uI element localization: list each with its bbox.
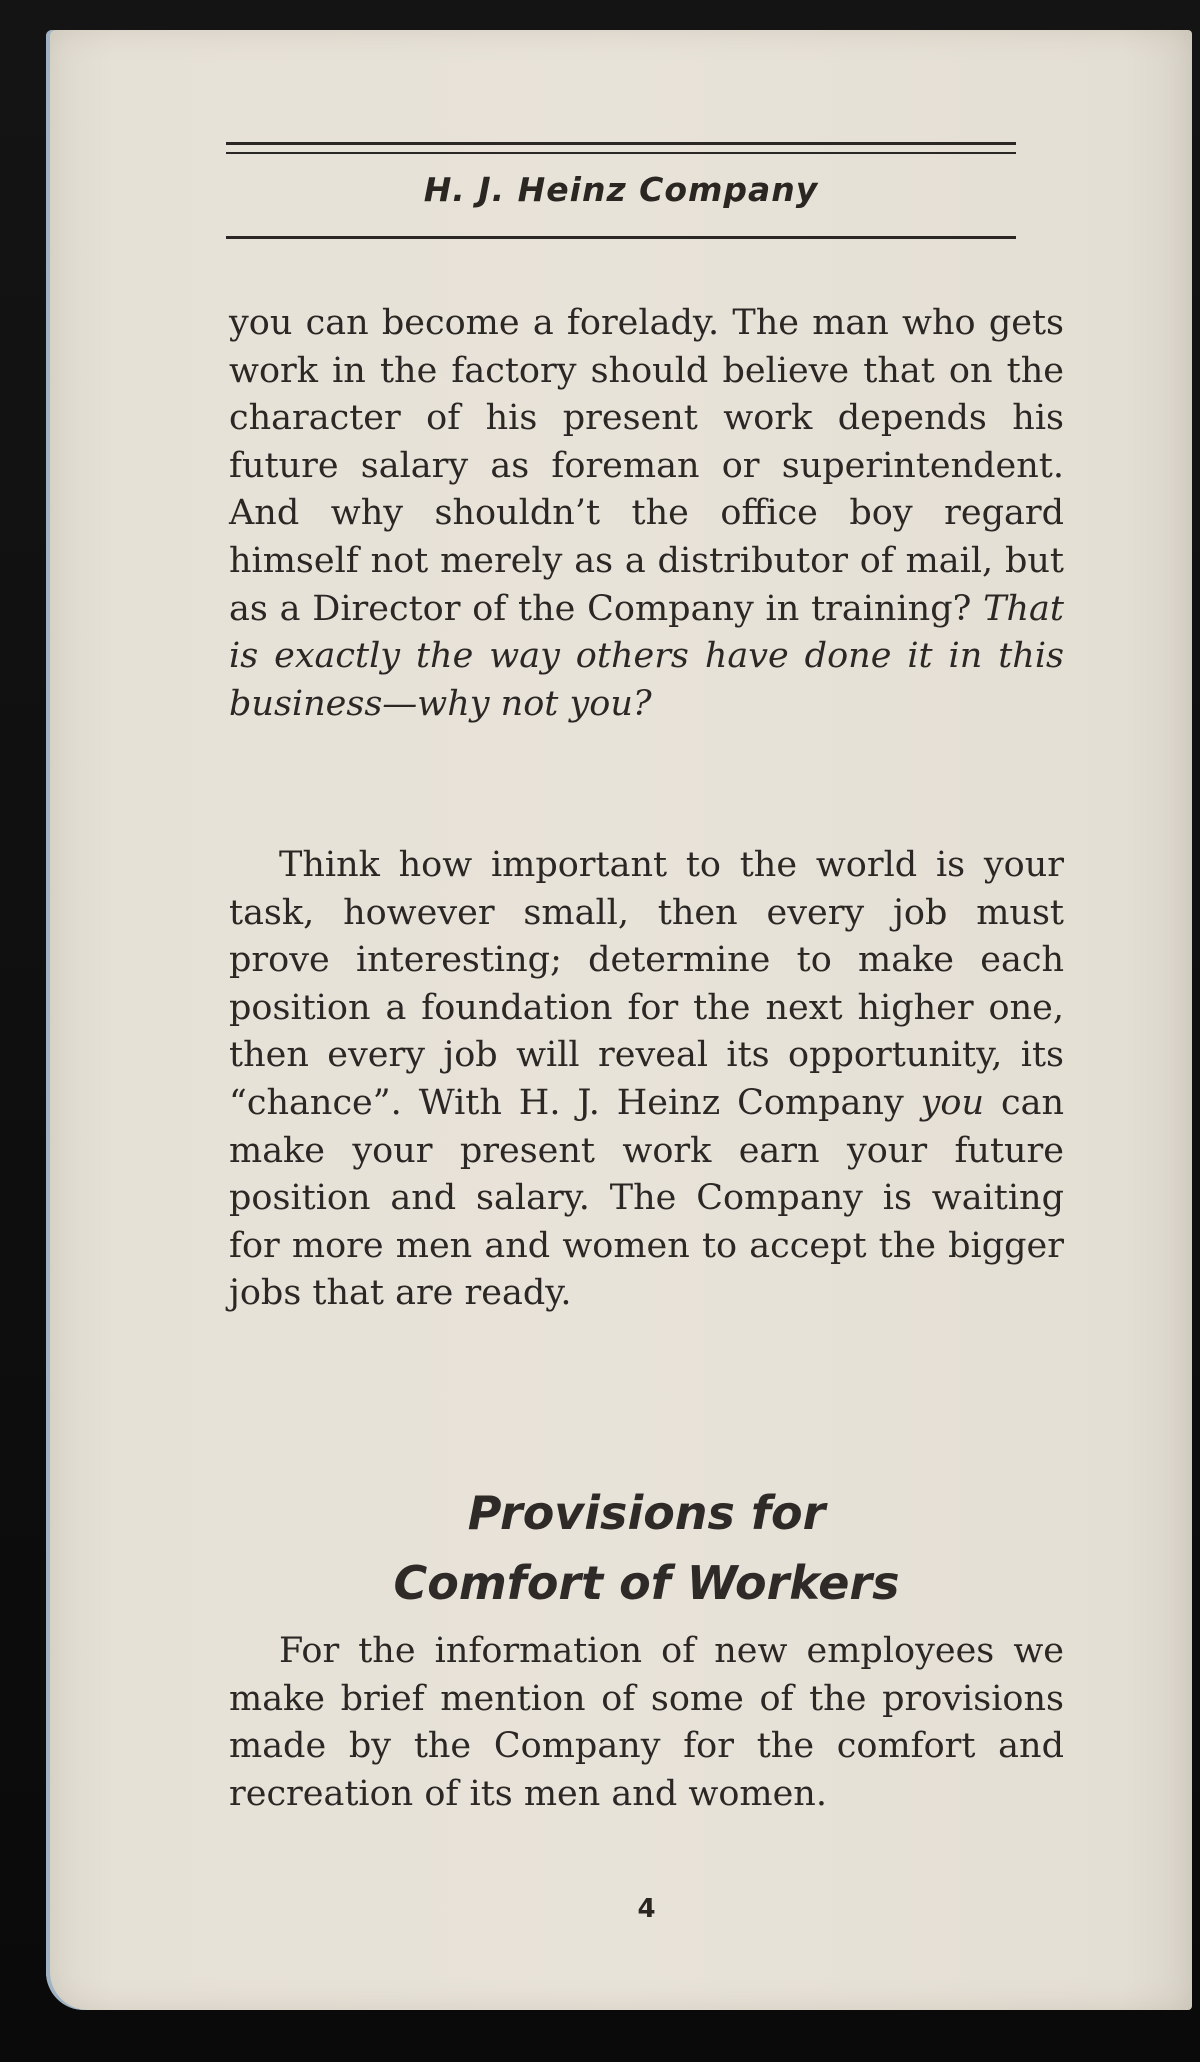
paragraph-2-italic: you [920, 1082, 985, 1123]
page-number: 4 [637, 1894, 656, 1924]
section-heading-line-2: Comfort of Workers [393, 1556, 900, 1610]
book-page [46, 30, 1192, 2010]
header-rule-top [226, 142, 1016, 145]
paragraph-3: For the information of new employees we make brief mention of some of the provisions made by the Company for the comfort and recreation of its men and women. [229, 1631, 1064, 1814]
paragraph-1-text: you can become a forelady. The man who gets work in the factory should believe that on the character of his present work depends his future salary as foreman or superintendent. And why shouldn’t the office boy regard himself not merely as a distributor of mail, but as a Director of the Company in training? [229, 303, 1064, 629]
section-heading-line-1: Provisions for [467, 1486, 826, 1540]
running-head: H. J. Heinz Company [423, 170, 819, 209]
paragraph-2-text-b: can make your present work earn your future position and salary. The Company is waiting for more men and women to accept the bigger jobs that are ready. [229, 1082, 1064, 1314]
paragraph-2-text-a: Think how important to the world is your task, however small, then every job must prove interesting; determine to make each position a foundation for the next higher one, then every job will reveal its opportunity, its “chance”. With H. J. Heinz Company [229, 845, 1064, 1123]
paragraph-1 [229, 300, 1064, 728]
header-rule-top-thin [226, 152, 1016, 154]
header-rule-bottom [226, 236, 1016, 239]
section-heading [229, 1478, 1064, 1618]
paragraph-2 [229, 842, 1064, 1318]
paragraph-1-italic: That is exactly the way others have done it in this business—why not you? [229, 588, 1064, 724]
